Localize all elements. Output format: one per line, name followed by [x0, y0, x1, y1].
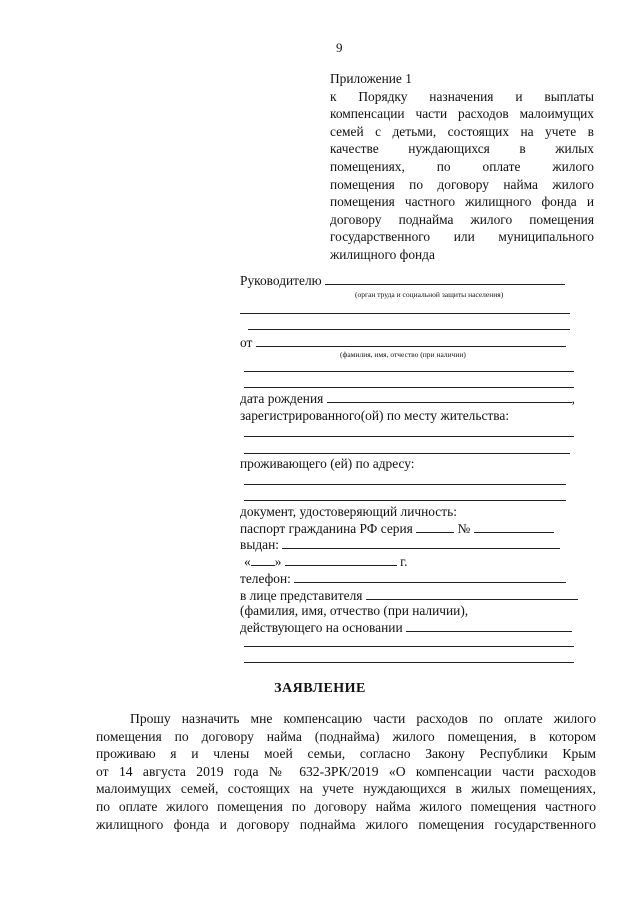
body-line: малоимущих семей, состоящих на учете нуждающихся в жилых помещениях,: [96, 781, 596, 797]
date-open-quote: «: [244, 554, 251, 569]
body-line: по оплате жилого помещения по договору найма жилого помещения частного: [96, 798, 596, 814]
basis-field[interactable]: [406, 619, 572, 632]
appendix-line: к Порядку назначения и выплаты: [330, 88, 594, 104]
passport-series-field[interactable]: [416, 520, 454, 533]
head-field[interactable]: [325, 272, 565, 285]
appendix-line: семей с детьми, состоящих на учете в: [330, 123, 594, 139]
year-suffix: г.: [400, 554, 408, 569]
head-hint: (орган труда и социальной защиты населения): [355, 290, 504, 299]
from-field-line-3[interactable]: [244, 387, 574, 388]
document-title: ЗАЯВЛЕНИЕ: [274, 681, 366, 696]
basis-field-line-2[interactable]: [244, 646, 574, 647]
head-field-line-2[interactable]: [240, 313, 570, 314]
basis-label: действующего на основании: [240, 620, 403, 635]
date-close-quote: »: [274, 554, 282, 569]
from-hint: (фамилия, имя, отчество (при наличии): [340, 350, 466, 359]
issued-label: выдан:: [240, 537, 279, 552]
body-line: проживаю я и члены моей семьи, согласно Закону Республики Крым: [96, 746, 596, 762]
from-field[interactable]: [256, 334, 566, 347]
appendix-header: [330, 70, 594, 264]
from-label: от: [240, 335, 253, 350]
representative-hint: (фамилия, имя, отчество (при наличии),: [240, 603, 469, 618]
head-field-line-3[interactable]: [248, 329, 570, 330]
head-label: Руководителю: [240, 273, 322, 288]
appendix-line: Приложение 1: [330, 71, 412, 86]
appendix-line: жилищного фонда: [330, 246, 435, 262]
birth-label: дата рождения: [240, 391, 324, 406]
residing-label: проживающего (ей) по адресу:: [240, 456, 415, 471]
basis-field-line-3[interactable]: [244, 662, 574, 663]
residing-field-line-2[interactable]: [244, 500, 566, 501]
representative-field[interactable]: [366, 587, 578, 600]
representative-label: в лице представителя: [240, 588, 363, 603]
statement-body: [96, 710, 596, 833]
appendix-line: помещениях, по оплате жилого: [330, 158, 594, 174]
birth-date-field[interactable]: [327, 390, 572, 403]
appendix-line: качестве нуждающихся в жилых: [330, 141, 594, 157]
phone-field[interactable]: [294, 570, 566, 583]
body-line: жилищного фонда и договору поднайма жилого помещения государственного: [96, 816, 596, 832]
issue-day-field[interactable]: [251, 553, 275, 566]
passport-label: паспорт гражданина РФ серия: [240, 521, 413, 536]
phone-label: телефон:: [240, 571, 291, 586]
residing-field-line-1[interactable]: [244, 484, 566, 485]
appendix-line: государственного или муниципального: [330, 229, 594, 245]
registered-field-line-2[interactable]: [244, 453, 570, 454]
passport-number-field[interactable]: [474, 520, 554, 533]
appendix-line: помещения по договору найма жилого: [330, 176, 594, 192]
body-line: от 14 августа 2019 года № 632-ЗРК/2019 «О компенсации части расходов: [96, 763, 596, 779]
page-number: 9: [336, 40, 343, 55]
registered-field-line-1[interactable]: [244, 436, 574, 437]
registered-label: зарегистрированного(ой) по месту жительства:: [240, 408, 510, 423]
number-sign: №: [457, 521, 471, 536]
issue-month-year-field[interactable]: [285, 553, 397, 566]
body-line: помещения по договору найма (поднайма) жилого помещения, в котором: [96, 728, 596, 744]
issued-field[interactable]: [282, 536, 560, 549]
body-line: Прошу назначить мне компенсацию части расходов по оплате жилого: [130, 711, 596, 726]
document-label: документ, удостоверяющий личность:: [240, 504, 457, 519]
appendix-line: помещения частного жилищного фонда и: [330, 194, 594, 210]
from-field-line-2[interactable]: [244, 371, 574, 372]
appendix-line: компенсации части расходов малоимущих: [330, 106, 594, 122]
appendix-line: договору поднайма жилого помещения: [330, 211, 594, 227]
